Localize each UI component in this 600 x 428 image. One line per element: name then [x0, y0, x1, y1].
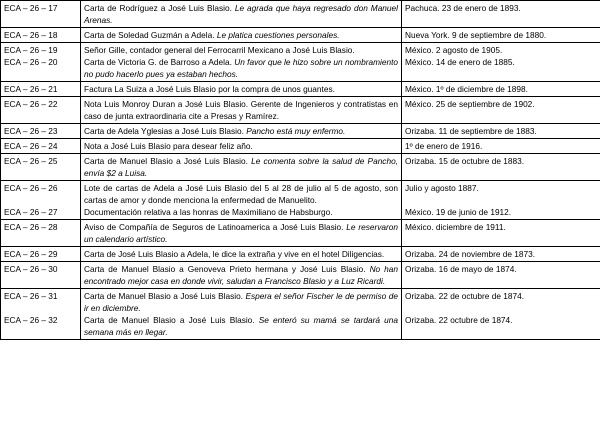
reference-code: ECA – 26 – 23: [4, 126, 58, 136]
place-date: México. 25 de septiembre de 1902.: [405, 99, 535, 109]
reference-code: ECA – 26 – 24: [4, 141, 58, 151]
place-date-cell: [402, 181, 600, 220]
table-row: [1, 289, 600, 340]
place-date-cell: [402, 154, 600, 181]
place-date-cell: [402, 139, 600, 154]
description-entry: [84, 263, 398, 287]
description-entry: [84, 290, 398, 314]
description-text: Documentación relativa a las honras de Maximiliano de Habsburgo.: [84, 207, 333, 217]
description-summary: Pancho está muy enfermo.: [246, 126, 346, 136]
place-date-cell: [402, 247, 600, 262]
reference-code: ECA – 26 – 32: [4, 315, 58, 325]
description-summary: Le comenta sobre la salud de Pancho, envía $2 a Luisa.: [84, 156, 398, 178]
reference-code-cell: [1, 97, 81, 124]
description-cell: [81, 97, 402, 124]
description-entry: [84, 206, 398, 218]
table-row: [1, 28, 600, 43]
reference-code: ECA – 26 – 18: [4, 30, 58, 40]
description-summary: Se enteró su mamá se tardará una semana más en llegar.: [84, 315, 398, 337]
table-row: [1, 181, 600, 220]
table-row: [1, 247, 600, 262]
description-text: Carta de Victoria G. de Barroso a Adela.: [84, 57, 235, 67]
reference-code-cell: [1, 220, 81, 247]
description-cell: [81, 289, 402, 340]
description-cell: [81, 28, 402, 43]
reference-code-cell: [1, 43, 81, 82]
place-date: Orizaba. 24 de noviembre de 1873.: [405, 249, 536, 259]
reference-code: ECA – 26 – 31: [4, 291, 58, 301]
table-row: [1, 43, 600, 82]
place-date-cell: [402, 220, 600, 247]
description-cell: [81, 1, 402, 28]
description-summary: No han encontrado mejor casa en donde vivir, saludan a Francisco Blasio y a Luz Ricardi.: [84, 264, 398, 286]
description-cell: [81, 154, 402, 181]
reference-code: ECA – 26 – 17: [4, 3, 58, 13]
description-entry: [84, 140, 398, 152]
place-date: Orizaba. 22 octubre de 1874.: [405, 315, 513, 325]
reference-code-cell: [1, 247, 81, 262]
place-date: México. 1º de diciembre de 1898.: [405, 84, 528, 94]
reference-code: ECA – 26 – 25: [4, 156, 58, 166]
place-date-cell: [402, 289, 600, 340]
description-cell: [81, 139, 402, 154]
catalog-body: [1, 1, 600, 340]
reference-code-cell: [1, 28, 81, 43]
place-date: México. diciembre de 1911.: [405, 222, 506, 232]
description-entry: [84, 314, 398, 338]
reference-code: ECA – 26 – 21: [4, 84, 58, 94]
description-text: Carta de Manuel Blasio a José Luis Blasio.: [84, 315, 259, 325]
place-date-cell: [402, 262, 600, 289]
description-text: Nota a José Luis Blasio para desear feliz año.: [84, 141, 253, 151]
place-date: 1º de enero de 1916.: [405, 141, 483, 151]
description-cell: [81, 262, 402, 289]
description-text: Carta de Manuel Blasio a Genoveva Prieto hermana y José Luis Blasio.: [84, 264, 370, 274]
table-row: [1, 97, 600, 124]
table-row: [1, 220, 600, 247]
table-row: [1, 262, 600, 289]
description-summary: Le platica cuestiones personales.: [216, 30, 340, 40]
reference-code: ECA – 26 – 28: [4, 222, 58, 232]
reference-code: ECA – 26 – 20: [4, 57, 58, 67]
table-row: [1, 139, 600, 154]
description-entry: [84, 248, 398, 260]
place-date: Pachuca. 23 de enero de 1893.: [405, 3, 521, 13]
reference-code-cell: [1, 124, 81, 139]
description-entry: [84, 44, 398, 56]
description-cell: [81, 43, 402, 82]
reference-code: ECA – 26 – 29: [4, 249, 58, 259]
place-date-cell: [402, 1, 600, 28]
description-text: Carta de Soledad Guzmán a Adela.: [84, 30, 217, 40]
table-row: [1, 124, 600, 139]
reference-code-cell: [1, 289, 81, 340]
description-text: Nota Luis Monroy Duran a José Luis Blasio. Gerente de Ingenieros y contratistas en caso de junta extraordinaria cite a Presas y Ramírez.: [84, 99, 398, 121]
description-text: Carta de Manuel Blasio a José Luis Blasio.: [84, 291, 246, 301]
description-text: Carta de Manuel Blasio a José Luis Blasio.: [84, 156, 252, 166]
reference-code: ECA – 26 – 22: [4, 99, 58, 109]
description-summary: Un favor que le hizo sobre un nombramiento no pudo hacerlo pues ya estaban hechos.: [84, 57, 398, 79]
table-row: [1, 154, 600, 181]
description-entry: [84, 155, 398, 179]
description-entry: [84, 83, 398, 95]
place-date-cell: [402, 97, 600, 124]
description-cell: [81, 82, 402, 97]
reference-code: ECA – 26 – 27: [4, 207, 58, 217]
reference-code-cell: [1, 154, 81, 181]
description-text: Carta de José Luis Blasio a Adela, le dice la extraña y vive en el hotel Diligencias.: [84, 249, 385, 259]
place-date: Orizaba. 16 de mayo de 1874.: [405, 264, 517, 274]
description-summary: Le reservaron un calendario artístico.: [84, 222, 398, 244]
reference-code: ECA – 26 – 26: [4, 183, 58, 193]
description-entry: [84, 125, 398, 137]
place-date-cell: [402, 43, 600, 82]
place-date: Orizaba. 15 de octubre de 1883.: [405, 156, 525, 166]
place-date: México. 19 de junio de 1912.: [405, 207, 512, 217]
reference-code-cell: [1, 82, 81, 97]
reference-code: ECA – 26 – 30: [4, 264, 58, 274]
table-row: [1, 1, 600, 28]
description-cell: [81, 181, 402, 220]
description-cell: [81, 220, 402, 247]
description-text: Señor Gille, contador general del Ferrocarril Mexicano a José Luis Blasio.: [84, 45, 355, 55]
place-date: Julio y agosto 1887.: [405, 183, 479, 193]
description-entry: [84, 56, 398, 80]
place-date: México. 14 de enero de 1885.: [405, 57, 515, 67]
description-text: Lote de cartas de Adela a José Luis Blasio del 5 al 28 de julio al 5 de agosto, son cartas de amor y donde menciona la enfermedad de Manuelito.: [84, 183, 398, 205]
description-entry: [84, 98, 398, 122]
place-date-cell: [402, 28, 600, 43]
place-date: Orizaba. 22 de octubre de 1874.: [405, 291, 525, 301]
description-cell: [81, 247, 402, 262]
description-text: Carta de Adela Yglesias a José Luis Blasio.: [84, 126, 247, 136]
description-text: Aviso de Compañía de Seguros de Latinoamerica a José Luis Blasio.: [84, 222, 347, 232]
place-date: Orizaba. 11 de septiembre de 1883.: [405, 126, 537, 136]
reference-code: ECA – 26 – 19: [4, 45, 58, 55]
place-date-cell: [402, 124, 600, 139]
description-cell: [81, 124, 402, 139]
description-entry: [84, 182, 398, 206]
reference-code-cell: [1, 1, 81, 28]
description-summary: Espera el señor Fischer le de permiso de ir en diciembre.: [84, 291, 399, 313]
description-entry: [84, 29, 398, 41]
description-text: Factura La Suiza a José Luis Blasio por la compra de unos guantes.: [84, 84, 335, 94]
description-entry: [84, 221, 398, 245]
table-row: [1, 82, 600, 97]
place-date-cell: [402, 82, 600, 97]
place-date: México. 2 agosto de 1905.: [405, 45, 503, 55]
reference-code-cell: [1, 262, 81, 289]
description-summary: Le agrada que haya regresado don Manuel Arenas.: [84, 3, 398, 25]
description-text: Carta de Rodríguez a José Luis Blasio.: [84, 3, 235, 13]
place-date: Nueva York. 9 de septiembre de 1880.: [405, 30, 547, 40]
description-entry: [84, 2, 398, 26]
reference-code-cell: [1, 181, 81, 220]
reference-code-cell: [1, 139, 81, 154]
